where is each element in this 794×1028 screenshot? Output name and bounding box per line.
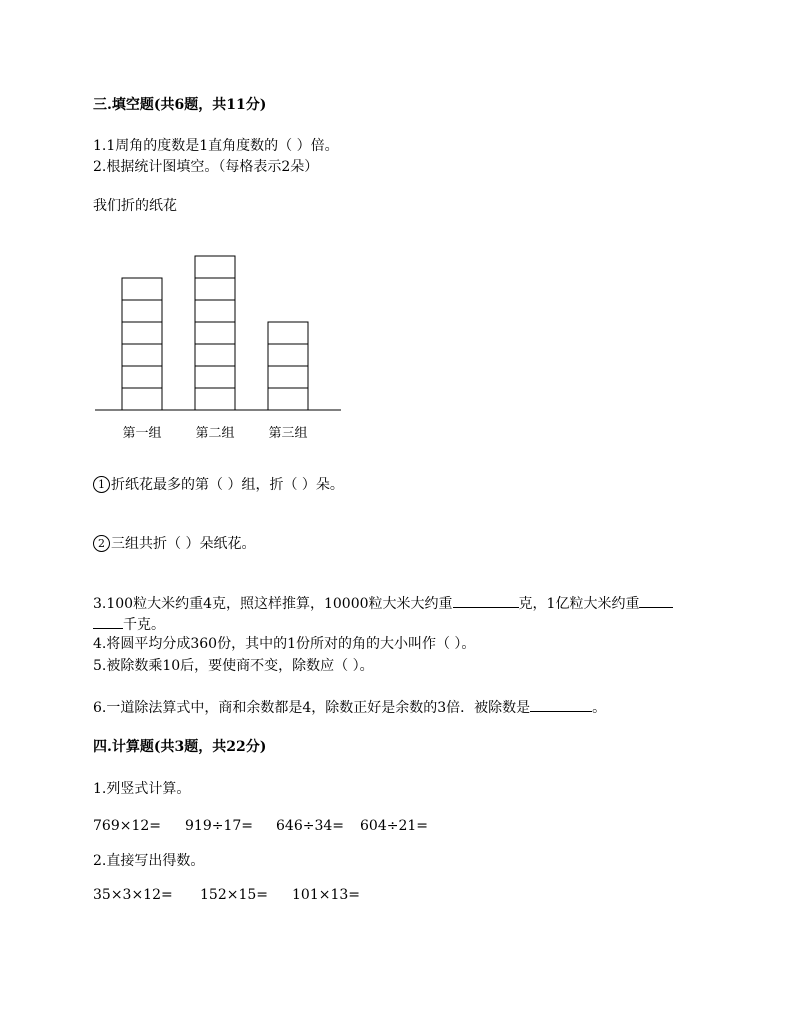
chart-bar-cell xyxy=(195,366,235,388)
question-4-2: 2.直接写出得数。 xyxy=(93,853,205,869)
chart-bar-cell xyxy=(122,278,162,300)
calc-row-2 xyxy=(93,886,360,904)
circled-number-1: 1 xyxy=(93,476,110,493)
q6-part-b: 。 xyxy=(592,700,607,716)
chart-bar-cell xyxy=(122,300,162,322)
bar-chart xyxy=(93,240,353,445)
question-3-2: 2.根据统计图填空。（每格表示2朵） xyxy=(93,159,319,175)
chart-bar-cell xyxy=(122,366,162,388)
sub2-text: 三组共折（ ）朵纸花。 xyxy=(111,536,256,552)
calc-item: 769×12= xyxy=(93,818,161,834)
chart-bar-cell xyxy=(195,322,235,344)
chart-bar-cell xyxy=(195,256,235,278)
answer-blank-2b xyxy=(93,614,123,629)
calc-item: 35×3×12= xyxy=(93,887,173,903)
chart-bars xyxy=(122,256,308,410)
calc-item: 604÷21= xyxy=(360,818,428,834)
circled-number-2: 2 xyxy=(93,535,110,552)
section3-heading: 三.填空题(共6题，共11分) xyxy=(93,97,267,113)
section4-heading: 四.计算题(共3题，共22分) xyxy=(93,739,267,755)
q3-part-c: 千克。 xyxy=(123,617,165,633)
question-3-1: 1.1周角的度数是1直角度数的（ ）倍。 xyxy=(93,138,339,154)
q3-part-b: 克，1亿粒大米约重 xyxy=(518,596,640,612)
chart-bar-cell xyxy=(122,344,162,366)
question-3-2-sub1 xyxy=(93,476,344,494)
calc-item: 919÷17= xyxy=(185,818,253,834)
chart-category-label: 第一组 xyxy=(122,426,162,441)
question-3-2-sub2 xyxy=(93,535,255,553)
chart-category-label: 第二组 xyxy=(195,426,235,441)
calc-item: 152×15= xyxy=(200,887,268,903)
question-3-5: 5.被除数乘10后，要使商不变，除数应（ ）。 xyxy=(93,658,374,674)
sub1-text: 折纸花最多的第（ ）组，折（ ）朵。 xyxy=(111,477,344,493)
chart-bar-cell xyxy=(195,344,235,366)
chart-category-label: 第三组 xyxy=(268,426,308,441)
question-3-3 xyxy=(93,593,673,613)
chart-bar xyxy=(195,256,235,410)
question-3-6 xyxy=(93,697,606,717)
question-3-4: 4.将圆平均分成360份，其中的1份所对的角的大小叫作（ ）。 xyxy=(93,636,476,652)
chart-bar-cell xyxy=(195,300,235,322)
calc-item: 646÷34= xyxy=(276,818,344,834)
q3-part-a: 3.100粒大米约重4克，照这样推算，10000粒大米大约重 xyxy=(93,596,453,612)
calc-item: 101×13= xyxy=(292,887,360,903)
chart-bar xyxy=(268,322,308,410)
chart-title: 我们折的纸花 xyxy=(93,198,177,214)
chart-bar-cell xyxy=(268,366,308,388)
question-4-1: 1.列竖式计算。 xyxy=(93,781,191,797)
chart-bar-cell xyxy=(122,388,162,410)
chart-bar xyxy=(122,278,162,410)
answer-blank-2a xyxy=(639,593,673,608)
chart-bar-cell xyxy=(195,278,235,300)
question-3-3-cont xyxy=(93,614,165,634)
answer-blank-1 xyxy=(453,593,519,608)
chart-bar-cell xyxy=(268,344,308,366)
chart-labels xyxy=(122,426,307,441)
calc-row-1 xyxy=(93,817,428,835)
chart-bar-cell xyxy=(195,388,235,410)
chart-bar-cell xyxy=(122,322,162,344)
q6-part-a: 6.一道除法算式中，商和余数都是4，除数正好是余数的3倍．被除数是 xyxy=(93,700,531,716)
answer-blank-3 xyxy=(530,697,592,712)
chart-bar-cell xyxy=(268,388,308,410)
chart-bar-cell xyxy=(268,322,308,344)
